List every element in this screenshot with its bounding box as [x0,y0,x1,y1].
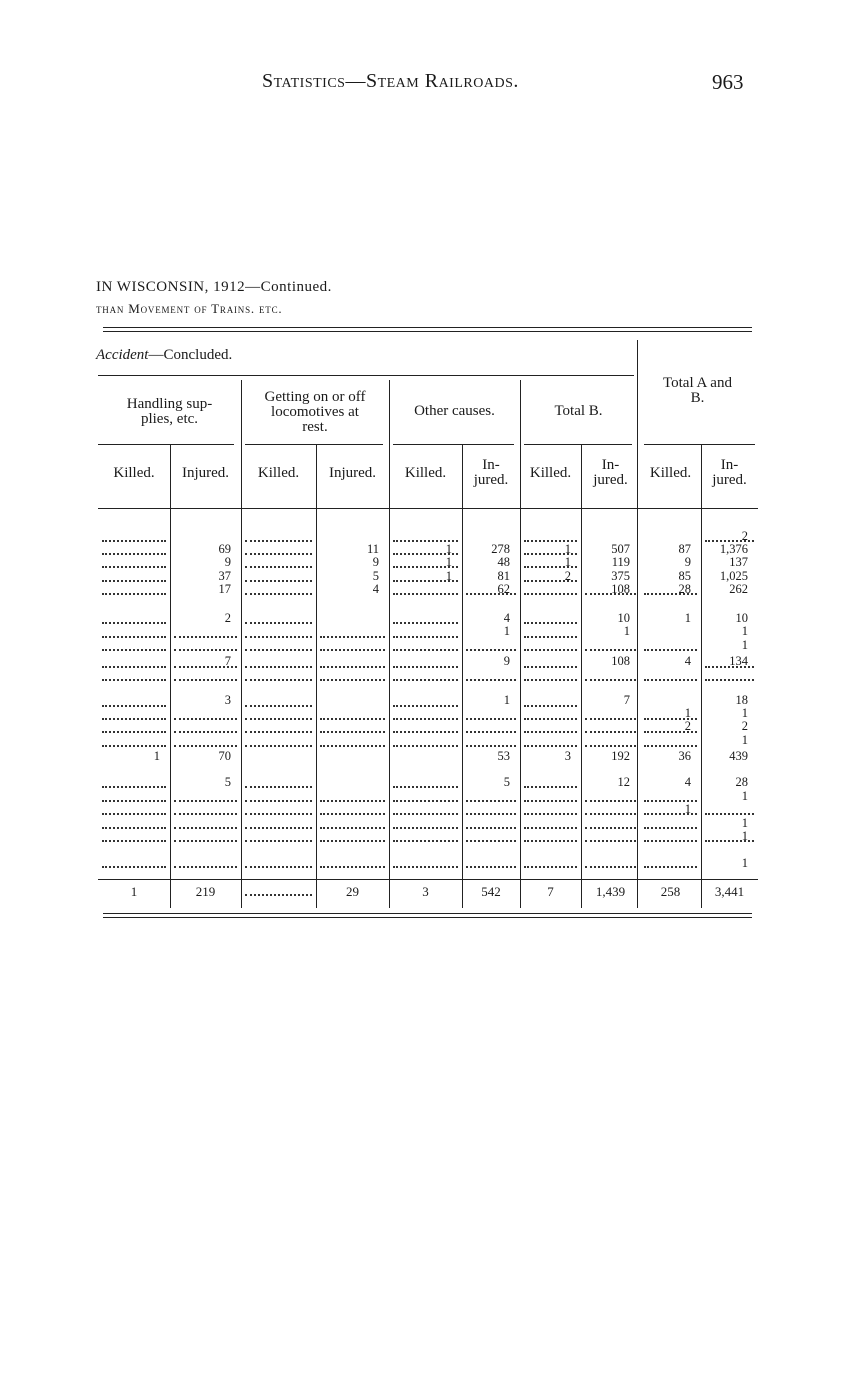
group-header [637,376,758,406]
table-cell: 1 [741,856,748,870]
dot-leader [245,894,312,896]
dot-leader [466,866,516,868]
dot-leader [466,840,516,842]
dot-leader [585,827,636,829]
section-label-italic: Accident [96,347,149,363]
dot-leader [466,800,516,802]
dot-leader [585,866,636,868]
column-header-line: Injured. [328,465,377,481]
column-header [640,466,701,481]
dot-leader [174,649,237,651]
group-header-line: Handling sup- [126,396,213,412]
dot-leader [705,540,754,542]
dot-leader [245,636,312,638]
dot-leader [524,800,577,802]
column-header-line: jured. [712,472,747,488]
table-cell: 5 [372,569,379,583]
dot-leader [524,718,577,720]
table-cell: 3 [224,693,231,707]
table-cell: 37 [218,569,231,583]
dot-leader [320,813,385,815]
table-cell: 1 [153,749,160,763]
table-subheading: than Movement of Trains. etc. [96,301,283,316]
dot-leader [320,827,385,829]
group-header-line: B. [690,390,705,406]
dot-leader [585,718,636,720]
dot-leader [524,593,577,595]
table-cell: 5 [503,775,510,789]
dot-leader [174,731,237,733]
table-cell: 1 [684,706,691,720]
table-cell: 108 [611,654,630,668]
dot-leader [393,566,458,568]
dot-leader [245,540,312,542]
table-cell: 81 [497,569,510,583]
table-cell: 1 [741,706,748,720]
row-rule [245,444,383,445]
dot-leader [393,580,458,582]
dot-leader [585,679,636,681]
dot-leader [393,813,458,815]
dot-leader [102,718,166,720]
dot-leader [644,840,697,842]
table-cell: 137 [729,555,748,569]
dot-leader [705,813,754,815]
dot-leader [393,666,458,668]
column-rule [389,380,390,908]
dot-leader [174,866,237,868]
dot-leader [245,827,312,829]
dot-leader [393,553,458,555]
dot-leader [102,800,166,802]
total-cell: 542 [481,884,501,899]
dot-leader [174,813,237,815]
column-header [462,458,520,488]
dot-leader [174,666,237,668]
table-cell: 11 [366,542,379,556]
table-cell: 1 [623,624,630,638]
table-cell: 53 [497,749,510,763]
table-cell: 87 [678,542,691,556]
dot-leader [245,840,312,842]
total-cell: 219 [195,884,216,899]
dot-leader [174,679,237,681]
dot-leader [585,800,636,802]
column-header-line: In- [720,457,739,473]
dot-leader [174,800,237,802]
column-header-line: jured. [473,472,509,488]
dot-leader [644,649,697,651]
column-header-line: Killed. [404,465,447,481]
table-cell: 1,376 [719,542,748,556]
column-header [581,458,640,488]
row-rule [393,444,514,445]
dot-leader [524,745,577,747]
dot-leader [644,718,697,720]
table-heading: IN WISCONSIN, 1912—Continued. [96,279,332,295]
dot-leader [466,827,516,829]
dot-leader [102,580,166,582]
dot-leader [466,649,516,651]
dot-leader [524,540,577,542]
table-cell: 69 [218,542,231,556]
column-header-line: Killed. [649,465,692,481]
page-number: 963 [712,70,744,94]
dot-leader [393,540,458,542]
dot-leader [245,866,312,868]
dot-leader [466,813,516,815]
dot-leader [174,840,237,842]
dot-leader [102,786,166,788]
table-cell: 1 [741,816,748,830]
table-cell: 1 [564,555,571,569]
dot-leader [585,840,636,842]
table-cell: 262 [729,582,748,596]
table-cell: 1 [741,624,748,638]
dot-leader [102,745,166,747]
dot-leader [585,649,636,651]
dot-leader [524,840,577,842]
dot-leader [102,649,166,651]
dot-leader [705,840,754,842]
table-cell: 119 [611,555,630,569]
table-cell: 439 [729,749,748,763]
dot-leader [524,553,577,555]
dot-leader [524,827,577,829]
column-header [170,466,241,481]
dot-leader [245,553,312,555]
dot-leader [393,593,458,595]
table-cell: 1 [503,624,510,638]
dot-leader [245,649,312,651]
dot-leader [102,636,166,638]
column-header-line: jured. [593,472,628,488]
dot-leader [466,679,516,681]
dot-leader [245,580,312,582]
column-header [98,466,170,481]
dot-leader [644,731,697,733]
table-cell: 5 [224,775,231,789]
table-cell: 2 [741,719,748,733]
table-cell: 7 [623,693,630,707]
dot-leader [466,718,516,720]
table-cell: 1 [741,638,748,652]
dot-leader [174,745,237,747]
table-cell: 4 [684,775,691,789]
column-header-line: In- [482,457,500,473]
dot-leader [102,813,166,815]
dot-leader [245,718,312,720]
group-header-line: Other causes. [414,403,495,419]
table-cell: 7 [224,654,231,668]
dot-leader [393,786,458,788]
dot-leader [393,622,458,624]
row-rule [98,879,758,880]
column-rule [462,445,463,908]
dot-leader [524,649,577,651]
column-header [316,466,389,481]
double-rule-bottom [103,913,752,918]
table-cell: 28 [735,775,748,789]
dot-leader [393,840,458,842]
dot-leader [393,866,458,868]
dot-leader [102,622,166,624]
dot-leader [174,636,237,638]
table-cell: 85 [678,569,691,583]
dot-leader [320,679,385,681]
dot-leader [245,679,312,681]
column-rule [581,445,582,908]
column-header [520,466,581,481]
section-label [96,347,232,364]
table-cell: 1,025 [719,569,748,583]
dot-leader [393,705,458,707]
total-cell: 3,441 [714,884,745,899]
dot-leader [524,731,577,733]
total-cell: 258 [660,884,681,899]
dot-leader [524,580,577,582]
table-cell: 70 [218,749,231,763]
dot-leader [102,679,166,681]
dot-leader [102,840,166,842]
dot-leader [320,800,385,802]
dot-leader [466,745,516,747]
table-cell: 2 [684,719,691,733]
section-rule [98,375,634,376]
table-cell: 9 [684,555,691,569]
dot-leader [320,649,385,651]
row-rule [98,508,758,509]
dot-leader [245,622,312,624]
table-cell: 1 [503,693,510,707]
dot-leader [320,866,385,868]
table-cell: 108 [611,582,630,596]
dot-leader [585,745,636,747]
column-header [701,458,758,488]
dot-leader [644,866,697,868]
table-cell: 3 [564,749,571,763]
group-header [241,390,389,435]
column-header [389,466,462,481]
dot-leader [705,666,754,668]
column-header [241,466,316,481]
total-cell: 1,439 [595,884,626,899]
column-rule [316,445,317,908]
dot-leader [393,827,458,829]
group-header-line: rest. [302,419,328,435]
group-header [98,397,241,427]
dot-leader [174,718,237,720]
table-cell: 192 [611,749,630,763]
table-cell: 4 [503,611,510,625]
table-cell: 1 [445,542,452,556]
column-header-line: In- [601,457,620,473]
row-rule [524,444,632,445]
dot-leader [245,666,312,668]
dot-leader [320,666,385,668]
total-cell: 7 [547,884,554,899]
column-rule [637,340,638,908]
dot-leader [245,593,312,595]
dot-leader [393,731,458,733]
row-rule [98,444,234,445]
table-cell: 2 [741,529,748,543]
table-cell: 507 [611,542,630,556]
dot-leader [585,813,636,815]
dot-leader [393,718,458,720]
table-cell: 4 [684,654,691,668]
table-cell: 1 [684,611,691,625]
dot-leader [320,731,385,733]
dot-leader [524,679,577,681]
group-header-line: plies, etc. [140,411,199,427]
column-rule [170,445,171,908]
table-cell: 28 [678,582,691,596]
dot-leader [524,813,577,815]
table-cell: 10 [617,611,630,625]
dot-leader [102,731,166,733]
group-header-line: Getting on or off [264,389,366,405]
dot-leader [524,666,577,668]
group-header [520,404,637,419]
table-cell: 9 [372,555,379,569]
table-cell: 48 [497,555,510,569]
dot-leader [102,705,166,707]
table-cell: 1 [741,829,748,843]
dot-leader [393,649,458,651]
dot-leader [644,679,697,681]
section-label-rest: —Concluded. [148,347,233,363]
running-head: Statistics—Steam Railroads. [262,70,519,92]
dot-leader [102,553,166,555]
dot-leader [524,866,577,868]
dot-leader [245,800,312,802]
dot-leader [393,636,458,638]
dot-leader [585,593,636,595]
table-cell: 36 [678,749,691,763]
table-cell: 1 [445,569,452,583]
column-header-line: Killed. [113,465,155,481]
dot-leader [102,866,166,868]
row-rule [644,444,755,445]
dot-leader [466,731,516,733]
dot-leader [393,745,458,747]
dot-leader [102,827,166,829]
column-rule [520,380,521,908]
dot-leader [245,813,312,815]
table-cell: 10 [735,611,748,625]
dot-leader [644,813,697,815]
column-rule [241,380,242,908]
dot-leader [245,705,312,707]
dot-leader [102,566,166,568]
dot-leader [585,731,636,733]
table-cell: 1 [741,733,748,747]
dot-leader [524,622,577,624]
table-cell: 1 [564,542,571,556]
dot-leader [524,786,577,788]
group-header-line: locomotives at [271,404,359,420]
dot-leader [245,745,312,747]
table-cell: 2 [564,569,571,583]
group-header-line: Total B. [554,403,603,419]
table-cell: 12 [617,775,630,789]
dot-leader [524,705,577,707]
dot-leader [524,636,577,638]
table-cell: 1 [445,555,452,569]
table-cell: 375 [611,569,630,583]
group-header-line: Total A and [663,375,732,391]
dot-leader [320,745,385,747]
total-cell: 3 [422,884,429,899]
dot-leader [466,593,516,595]
dot-leader [393,800,458,802]
table-cell: 18 [735,693,748,707]
table-cell: 278 [491,542,510,556]
dot-leader [644,745,697,747]
table-cell: 1 [684,802,691,816]
group-header [389,404,520,419]
dot-leader [393,679,458,681]
total-cell: 1 [130,884,138,899]
double-rule-top [103,327,752,332]
dot-leader [320,636,385,638]
dot-leader [320,718,385,720]
table-cell: 9 [224,555,231,569]
table-cell: 2 [224,611,231,625]
dot-leader [320,840,385,842]
dot-leader [705,679,754,681]
table-cell: 134 [729,654,748,668]
column-header-line: Killed. [257,465,300,481]
column-header-line: Killed. [529,465,572,481]
column-header-line: Injured. [181,465,230,481]
table-cell: 17 [218,582,231,596]
dot-leader [644,593,697,595]
dot-leader [524,566,577,568]
dot-leader [174,827,237,829]
dot-leader [644,827,697,829]
dot-leader [245,786,312,788]
table-cell: 4 [372,582,379,596]
dot-leader [102,540,166,542]
table-cell: 62 [497,582,510,596]
dot-leader [102,666,166,668]
table-cell: 9 [503,654,510,668]
dot-leader [245,566,312,568]
table-cell: 1 [741,789,748,803]
dot-leader [245,731,312,733]
dot-leader [644,800,697,802]
dot-leader [102,593,166,595]
total-cell: 29 [346,884,359,899]
